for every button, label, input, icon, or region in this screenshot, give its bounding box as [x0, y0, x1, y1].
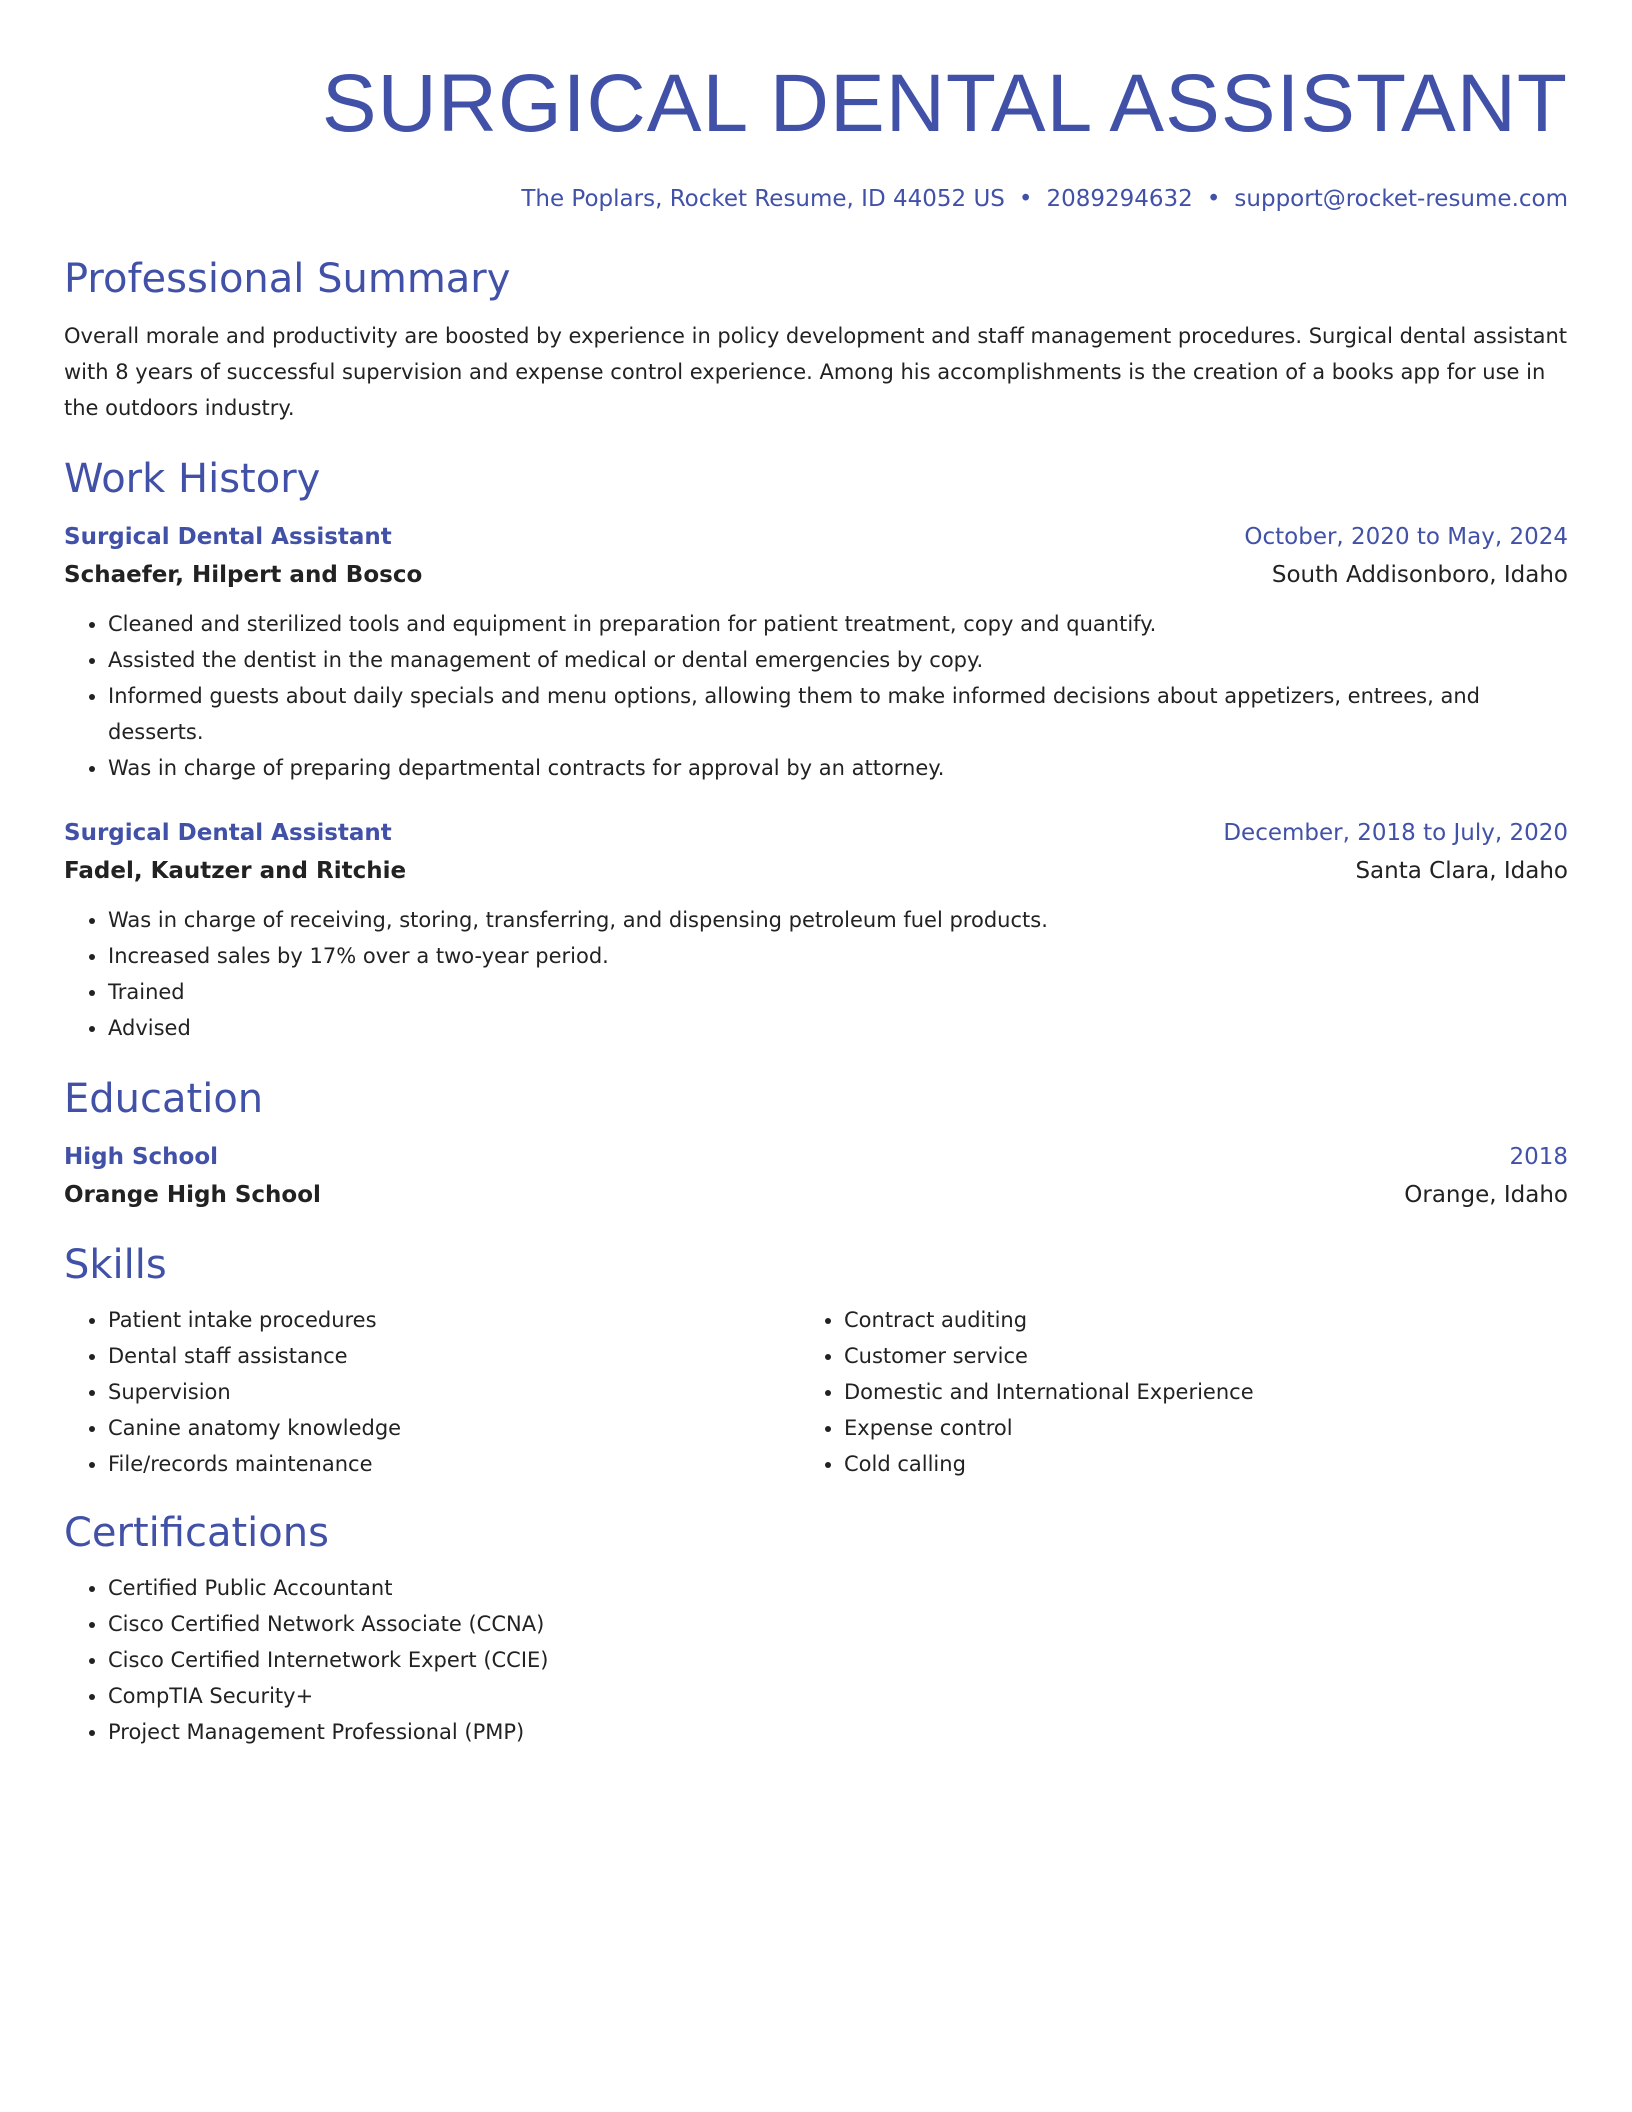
- job-dates: October, 2020 to May, 2024: [1244, 524, 1568, 550]
- skill-item: • Canine anatomy knowledge: [108, 1410, 800, 1446]
- skill-item: • Dental staff assistance: [108, 1338, 800, 1374]
- job-bullet: • Assisted the dentist in the management of medical or dental emergencies by copy.: [108, 642, 1568, 678]
- job-company-row: [64, 852, 1568, 890]
- education-degree: High School: [64, 1144, 219, 1170]
- job-company: Fadel, Kautzer and Ritchie: [64, 858, 407, 884]
- job-title: Surgical Dental Assistant: [64, 524, 392, 550]
- job-bullet: • Increased sales by 17% over a two-year period.: [108, 938, 1568, 974]
- job-company: Schaefer, Hilpert and Bosco: [64, 562, 423, 588]
- skill-item: • Patient intake procedures: [108, 1302, 800, 1338]
- job-entry: [64, 518, 1568, 786]
- resume-header: [64, 56, 1568, 216]
- section-title-work-history: Work History: [64, 456, 321, 502]
- contact-separator: •: [1018, 186, 1033, 212]
- certification-item: • Certified Public Accountant: [108, 1570, 1568, 1606]
- education-school: Orange High School: [64, 1182, 321, 1208]
- skills-grid: [64, 1302, 1568, 1482]
- section-title-summary: Professional Summary: [64, 256, 511, 302]
- job-bullet: • Informed guests about daily specials and menu options, allowing them to make informed decisions about appetizers, entrees, and desserts.: [108, 678, 1568, 750]
- contact-email[interactable]: support@rocket-resume.com: [1234, 186, 1568, 212]
- education-location: Orange, Idaho: [1404, 1182, 1568, 1208]
- job-bullets: [64, 902, 1568, 1046]
- education-school-row: [64, 1176, 1568, 1214]
- job-bullet: • Was in charge of receiving, storing, transferring, and dispensing petroleum fuel products.: [108, 902, 1568, 938]
- job-title: Surgical Dental Assistant: [64, 820, 392, 846]
- job-bullet: • Advised: [108, 1010, 1568, 1046]
- skill-item: • Domestic and International Experience: [844, 1374, 1536, 1410]
- job-bullet: • Trained: [108, 974, 1568, 1010]
- skill-item: • Contract auditing: [844, 1302, 1536, 1338]
- job-entry: [64, 814, 1568, 1046]
- section-title-skills: Skills: [64, 1242, 167, 1288]
- skill-item: • Customer service: [844, 1338, 1536, 1374]
- skill-item: • File/records maintenance: [108, 1446, 800, 1482]
- skill-item: • Expense control: [844, 1410, 1536, 1446]
- certification-item: • Project Management Professional (PMP): [108, 1714, 1568, 1750]
- certification-item: • Cisco Certified Network Associate (CCNA): [108, 1606, 1568, 1642]
- job-header-row: [64, 814, 1568, 852]
- summary-text: Overall morale and productivity are boosted by experience in policy development and staff management procedures. Surgical dental assistant with 8 years of successful supervision and expense control experience. Among his accomplishments is the creation of a books app for use in the outdoors industry.: [64, 324, 1568, 420]
- skills-list-left: [64, 1302, 800, 1482]
- job-location: South Addisonboro, Idaho: [1271, 562, 1568, 588]
- section-title-education: Education: [64, 1076, 264, 1122]
- skills-list-right: [800, 1302, 1536, 1482]
- contact-phone[interactable]: 2089294632: [1046, 186, 1193, 212]
- certification-item: • CompTIA Security+: [108, 1678, 1568, 1714]
- section-title-certifications: Certifications: [64, 1510, 329, 1556]
- candidate-title: SURGICAL DENTAL ASSISTANT: [321, 58, 1568, 149]
- contact-separator: •: [1206, 186, 1221, 212]
- job-bullet: • Was in charge of preparing departmental contracts for approval by an attorney.: [108, 750, 1568, 786]
- job-company-row: [64, 556, 1568, 594]
- skill-item: • Supervision: [108, 1374, 800, 1410]
- job-location: Santa Clara, Idaho: [1355, 858, 1568, 884]
- job-bullet: • Cleaned and sterilized tools and equipment in preparation for patient treatment, copy and quantify.: [108, 606, 1568, 642]
- certifications-list: [64, 1570, 1568, 1750]
- contact-address: The Poplars, Rocket Resume, ID 44052 US: [521, 186, 1005, 212]
- certification-item: • Cisco Certified Internetwork Expert (CCIE): [108, 1642, 1568, 1678]
- education-header-row: [64, 1138, 1568, 1176]
- job-bullets: [64, 606, 1568, 786]
- contact-line: [64, 182, 1568, 216]
- education-year: 2018: [1509, 1144, 1568, 1170]
- job-header-row: [64, 518, 1568, 556]
- education-entry: [64, 1138, 1568, 1214]
- job-dates: December, 2018 to July, 2020: [1223, 820, 1568, 846]
- skill-item: • Cold calling: [844, 1446, 1536, 1482]
